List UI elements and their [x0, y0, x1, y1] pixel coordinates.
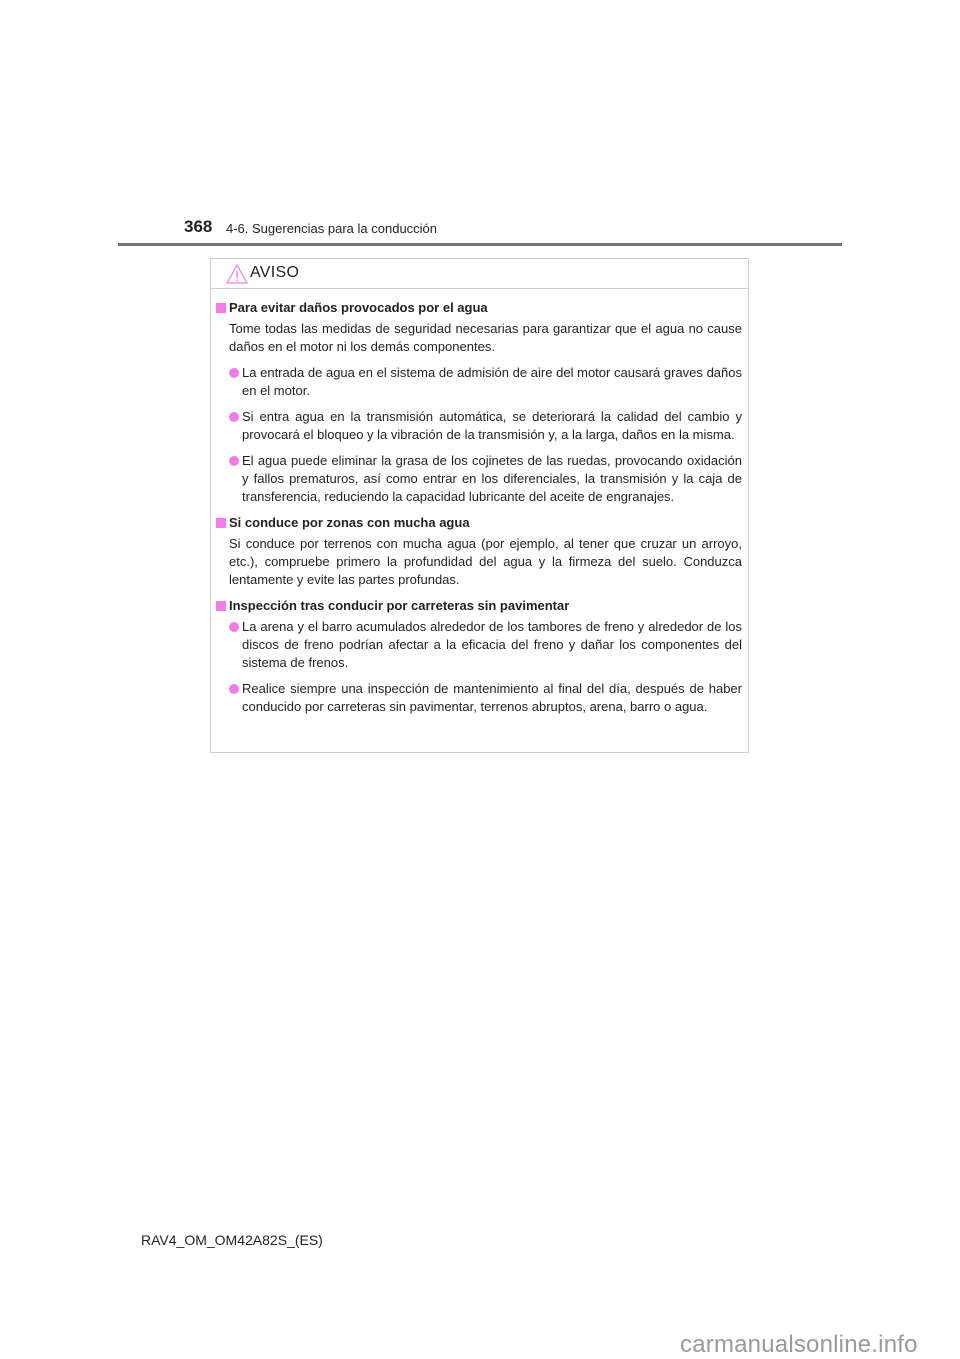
paragraph: Si conduce por terrenos con mucha agua (por ejemplo, al tener que cruzar un arroyo, etc.), compruebe primero la profundidad del agua y la firmeza del suelo. Conduzca lentamente y evite las partes profundas.	[229, 536, 742, 587]
list-item-text: Si entra agua en la transmisión automática, se deteriorará la calidad del cambio y provocará el bloqueo y la vibración de la transmisión y, a la larga, daños en la misma.	[242, 409, 742, 442]
list-item	[211, 408, 748, 444]
warning-box	[210, 258, 749, 753]
paragraph: Tome todas las medidas de seguridad necesarias para garantizar que el agua no cause daños en el motor ni los demás componentes.	[229, 321, 742, 354]
list-item	[211, 618, 748, 672]
document-code: RAV4_OM_OM42A82S_(ES)	[141, 1232, 323, 1248]
warning-content	[211, 299, 748, 724]
list-item	[211, 364, 748, 400]
warning-triangle-icon	[226, 264, 248, 284]
list-item	[211, 680, 748, 716]
heading-text: Para evitar daños provocados por el agua	[229, 300, 488, 315]
page-number: 368	[184, 217, 213, 236]
warning-header	[211, 259, 748, 289]
round-bullet-icon	[229, 456, 239, 466]
round-bullet-icon	[229, 368, 239, 378]
round-bullet-icon	[229, 412, 239, 422]
section-title: 4-6. Sugerencias para la conducción	[226, 221, 438, 236]
square-bullet-icon	[216, 601, 226, 611]
list-item-text: La arena y el barro acumulados alrededor de los tambores de freno y alrededor de los discos de freno podrían afectar a la eficacia del freno y dañar los componentes del sistema de frenos.	[242, 619, 742, 670]
list-item-text: El agua puede eliminar la grasa de los cojinetes de las ruedas, provocando oxidación y fallos prematuros, así como entrar en los diferenciales, la transmisión y la caja de transferencia, reduciendo la capacidad lubricante del aceite de engranajes.	[242, 453, 742, 504]
section-heading	[211, 514, 748, 532]
round-bullet-icon	[229, 622, 239, 632]
square-bullet-icon	[216, 518, 226, 528]
list-item-text: Realice siempre una inspección de mantenimiento al final del día, después de haber conducido por carreteras sin pavimentar, terrenos abruptos, arena, barro o agua.	[242, 681, 742, 714]
heading-text: Si conduce por zonas con mucha agua	[229, 515, 470, 530]
round-bullet-icon	[229, 684, 239, 694]
section-heading	[211, 299, 748, 317]
watermark: carmanualsonline.info	[680, 1331, 918, 1358]
warning-title: AVISO	[250, 264, 300, 281]
list-item	[211, 452, 748, 506]
list-item-text: La entrada de agua en el sistema de admisión de aire del motor causará graves daños en el motor.	[242, 365, 742, 398]
header-divider	[118, 243, 842, 246]
heading-text: Inspección tras conducir por carreteras sin pavimentar	[229, 598, 570, 613]
section-heading	[211, 597, 748, 615]
square-bullet-icon	[216, 303, 226, 313]
